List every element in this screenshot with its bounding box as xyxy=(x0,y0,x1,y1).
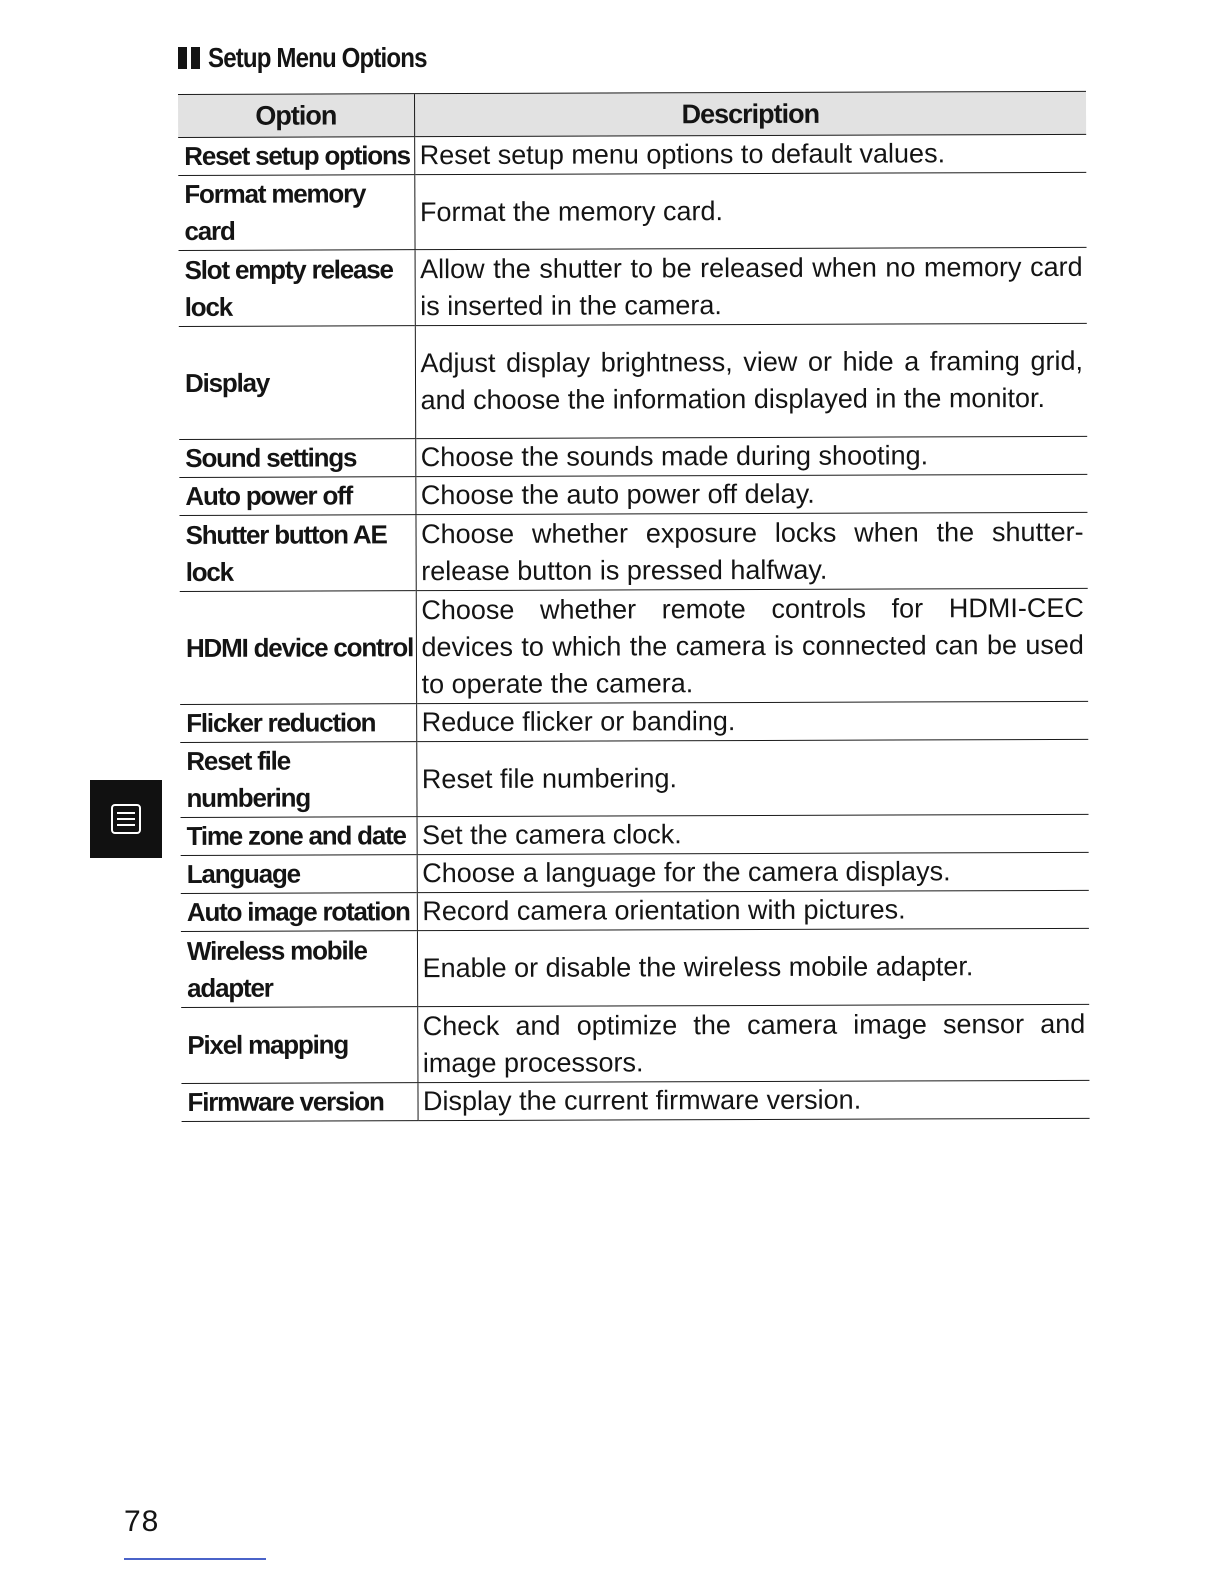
table-row xyxy=(181,1004,1089,1083)
option-description: Choose the auto power off delay. xyxy=(415,474,1087,514)
page-number: 78 xyxy=(124,1505,160,1538)
option-description: Format the memory card. xyxy=(414,172,1086,249)
option-name: Reset file numbering xyxy=(180,742,416,818)
table-header-row xyxy=(178,91,1086,137)
header-description: Description xyxy=(414,91,1086,136)
option-description: Reset setup menu options to default values. xyxy=(414,134,1086,174)
option-description: Choose the sounds made during shooting. xyxy=(415,436,1087,476)
option-description: Choose whether remote controls for HDMI-CEC devices to which the camera is connected can be used to operate the camera. xyxy=(416,588,1088,703)
table-row xyxy=(180,701,1088,742)
option-description: Adjust display brightness, view or hide a framing grid, and choose the information displayed in the monitor. xyxy=(415,323,1087,438)
option-description: Record camera orientation with pictures. xyxy=(417,890,1089,930)
table-row xyxy=(180,588,1088,704)
option-name: Pixel mapping xyxy=(181,1007,417,1084)
table-row xyxy=(179,436,1087,477)
option-description: Check and optimize the camera image sensor and image processors. xyxy=(417,1004,1089,1082)
option-name: Wireless mobile adapter xyxy=(181,931,417,1008)
option-name: Sound settings xyxy=(179,439,415,478)
table-row xyxy=(181,928,1089,1007)
option-name: HDMI device control xyxy=(180,591,416,705)
option-name: Display xyxy=(179,326,415,440)
table-row xyxy=(178,134,1086,175)
table-row xyxy=(179,247,1087,326)
option-name: Time zone and date xyxy=(181,817,417,856)
table-row xyxy=(180,739,1088,817)
option-name: Slot empty release lock xyxy=(179,250,415,327)
option-name: Reset setup options xyxy=(178,137,414,176)
double-bar-marker-icon xyxy=(178,47,200,69)
option-name: Shutter button AE lock xyxy=(179,515,415,592)
footer-rule xyxy=(124,1558,266,1560)
option-description: Choose whether exposure locks when the shutter-release button is pressed halfway. xyxy=(415,512,1087,590)
header-option: Option xyxy=(178,94,414,138)
option-description: Reduce flicker or banding. xyxy=(416,701,1088,741)
table-row xyxy=(181,852,1089,893)
table-row xyxy=(181,1080,1089,1121)
table-row xyxy=(181,814,1089,855)
option-name: Firmware version xyxy=(181,1083,417,1122)
option-description: Allow the shutter to be released when no memory card is inserted in the camera. xyxy=(415,247,1087,325)
option-name: Format memory card xyxy=(178,175,414,251)
option-description: Enable or disable the wireless mobile adapter. xyxy=(417,928,1089,1006)
option-description: Reset file numbering. xyxy=(416,739,1088,816)
table-row xyxy=(179,323,1087,439)
option-name: Flicker reduction xyxy=(180,704,416,743)
section-title: Setup Menu Options xyxy=(208,42,427,73)
setup-menu-table xyxy=(178,91,1090,1122)
option-name: Auto image rotation xyxy=(181,893,417,932)
table-row xyxy=(179,512,1087,591)
setup-menu-icon xyxy=(111,804,141,834)
setup-menu-side-tab xyxy=(90,780,162,858)
option-name: Language xyxy=(181,855,417,894)
option-description: Set the camera clock. xyxy=(417,814,1089,854)
option-description: Choose a language for the camera displays. xyxy=(417,852,1089,892)
option-description: Display the current firmware version. xyxy=(417,1080,1089,1120)
option-name: Auto power off xyxy=(179,477,415,516)
table-row xyxy=(181,890,1089,931)
section-heading xyxy=(178,38,462,78)
table-row xyxy=(179,474,1087,515)
table-row xyxy=(178,172,1086,250)
